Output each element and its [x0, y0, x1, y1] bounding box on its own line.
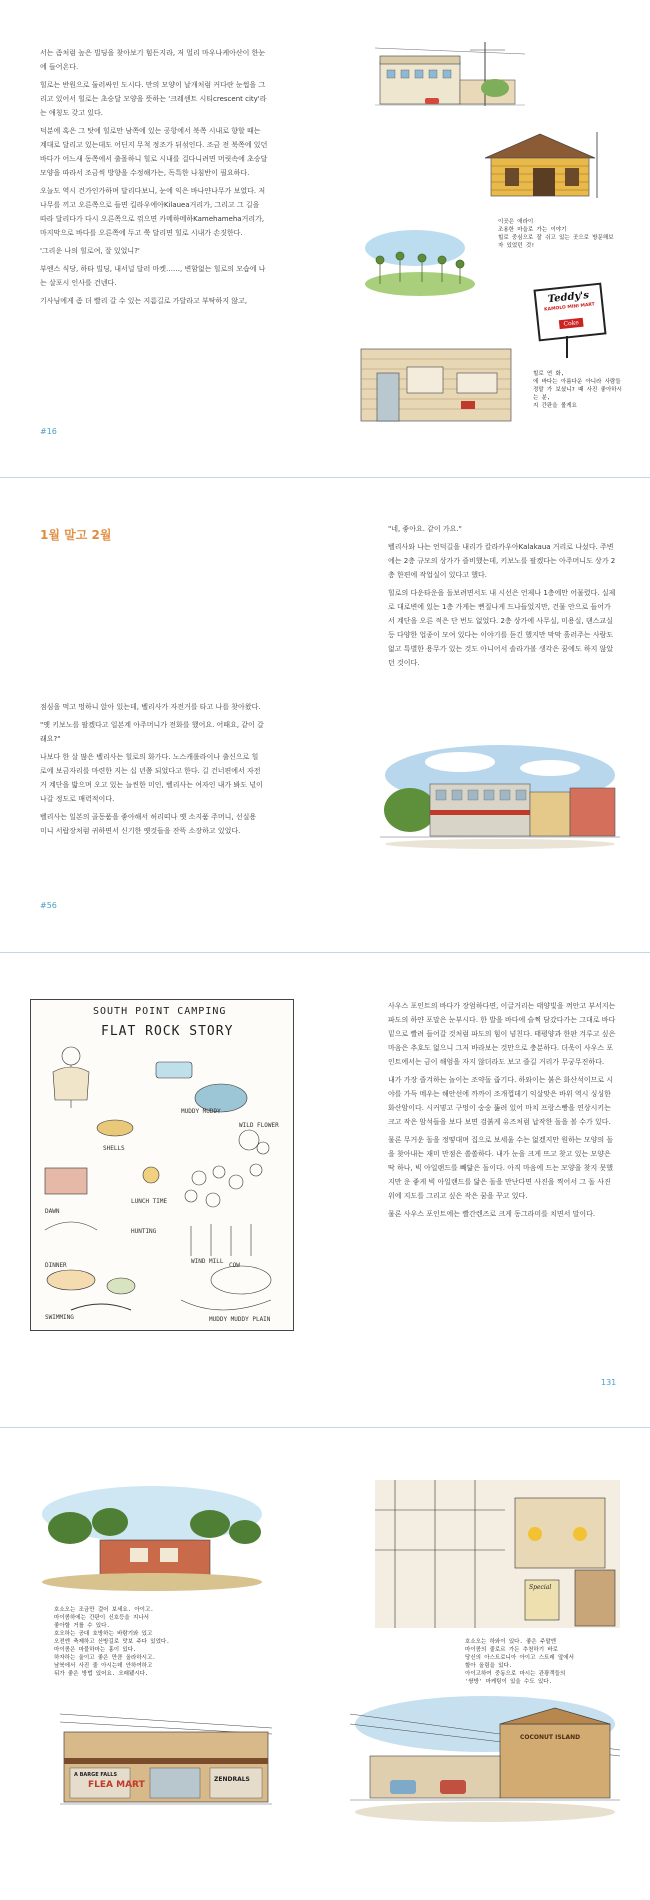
sign-text: FLEA MART [88, 1780, 145, 1790]
paragraph: 벨리사와 나는 언덕길을 내리가 칼라카우아Kalakaua 거리로 나섰다. 주변에는 2층 규모의 상가가 즐비했는데, 키보노를 팔겠다는 아주머니도 상가 2층 한편에 작업실이 있다고 했다. [388, 543, 616, 579]
page-number: 131 [601, 1378, 617, 1387]
flat-rock-poster [30, 999, 294, 1331]
sign-text: ZENDRALS [214, 1776, 250, 1783]
spread-2 [0, 478, 650, 950]
teddys-sign [532, 282, 612, 360]
chapter-title: 1월 말고 2월 [40, 528, 112, 542]
paragraph: 기사님에게 좀 더 빨리 갈 수 있는 지름길로 가달라고 부탁하지 않고, [40, 297, 248, 305]
poster-label: HUNTING [131, 1228, 157, 1235]
coconut-island-sketch [350, 1694, 620, 1828]
paragraph: '그리운 나의 힐로여, 잘 있었니?' [40, 247, 140, 255]
sign-text: Teddy's [547, 289, 590, 306]
spread-3 [0, 953, 650, 1425]
paragraph: 벨리사는 일본의 골동품을 좋아해서 허리띠나 옛 소지품 주머니, 선실용 미니 서랍장처럼 귀하면서 신기한 옛것들을 잔뜩 소장하고 있었다. [40, 813, 257, 835]
sketch-caption: 힐로 연 화, 에 바다는 아름다운 아니라 사람들 정말 가 보셨니? 때 사진 좋아하시는 분, 지 간판을 볼게요 [533, 371, 622, 409]
storefront-sketch [357, 345, 517, 427]
paragraph: 힐로는 반원으로 둘러싸인 도시다. 만의 모양이 날개처럼 커다란 눈썹을 그리고 있어서 힐로는 초승달 모양을 뜻하는 '크레센트 시티crescent city'라는 애칭도 갖고 있다. [40, 81, 267, 117]
paragraph: 나보다 한 살 많은 벨리사는 힐로의 화가다. 노스캐롤라이나 출신으로 힐로에 보금자리를 마련한 지는 십 년쯤 되었다고 한다. 길 건너편에서 자전거 계단을 밟으며 오고 있는 늘씬한 미인, 벨리사는 여자인 내가 봐도 넋이 나갈 정도로 매력적이다. [40, 753, 263, 803]
sign-text: Special [529, 1584, 552, 1591]
paragraph: "네, 좋아요. 같이 가요." [388, 525, 462, 533]
paragraph: 물론 무거운 돌을 정떻대며 집으로 보세울 수는 없겠지만 원하는 모양의 돌을 찾아내는 재미 만점은 쏠쏠하다. 내가 눈을 크게 뜨고 찾고 있는 모양은 딱 하나, 빅 아일랜드를 빼닮은 돌이다. 아직 마음에 드는 모양을 찾지 못했지만 운 좋게 빅 아일랜드를 닮은 돌을 만난다면 사진을 찍어서 그 돌 사진 위에 지도를 그리고 싶은 작은 꿈을 꾸고 있다. [388, 1136, 614, 1200]
page-number: #56 [40, 901, 57, 910]
poster-label: DINNER [45, 1262, 67, 1269]
paragraph: 힐로의 다운타운을 돌보려면서도 내 시선은 언제나 1층에만 어물렸다. 실제로 대로변에 있는 1층 가게는 뻔질나게 드나들었지만, 건물 안으로 들어가서 계단을 오른 적은 단 번도 없었다. 2층 상가에 사무실, 미용실, 댄스교실 등 다양한 업종이 모여 있다는 이야기를 듣긴 했지만 막막 흘러주는 사람도 없고 특별한 용무가 있는 것도 아니어서 솔라가볼 생각은 꿈에도 하지 않았던 것이다. [388, 589, 616, 667]
poster-label: MUDDY MUDDY PLAIN [209, 1316, 271, 1323]
poster-label: LUNCH TIME [131, 1198, 168, 1205]
spread-4 [0, 1428, 650, 1900]
paragraph: 오늘도 역시 건가인가하며 달리다보니, 눈에 익은 바나얀나무가 보였다. 저 나무를 끼고 오른쪽으로 들면 킬라우에아Kilauea거리가, 그리고 그 길을 따라 달리다가 다시 오른쪽으로 꺾으면 카메하메하Kamehameha거리가, 마지막으로 바다를 오른쪽에 두고 쭉 달리면 힐로 시내가 손짓한다. [40, 187, 266, 237]
yellow-house-sketch [475, 128, 605, 203]
building-sketch [375, 40, 525, 115]
sign-text: KAMOLO MINI MART [543, 302, 596, 313]
poster-label: WIND MILL [191, 1258, 224, 1265]
body-text [40, 46, 268, 312]
downtown-street-sketch [380, 740, 620, 860]
palm-landscape-sketch [360, 222, 480, 302]
sign-text: Coke [559, 318, 583, 329]
paragraph: 덕분에 혹은 그 탓에 힐로만 남쪽에 있는 공항에서 북쪽 시내로 향할 때는 계대로 달리고 있는데도 어딘지 무척 정조가 뒤섞인다. 조금 전 북쪽에 있던 바다가 어느새 동쪽에서 출몰하니 힐로 시내를 걸다니려면 머릿속에 초승달 모양을 따라서 조금씩 방향을 수정해가는, 독특한 나침반이 필요하다. [40, 127, 268, 177]
sign-text: A BARGE FALLS [74, 1772, 118, 1778]
body-text-left [40, 700, 265, 842]
page-number: #16 [40, 427, 57, 436]
poster-label: WILD FLOWER [239, 1122, 279, 1129]
paragraph: 부엔스 식당, 하타 빌딩, 내서널 달러 마켓……, 변함없는 힐로의 모습에 나는 살포시 인사를 건넨다. [40, 265, 266, 287]
poster-label: SWIMMING [45, 1314, 74, 1321]
poster-label: SHELLS [103, 1145, 125, 1152]
poster-title: FLAT ROCK STORY [101, 1024, 234, 1039]
paragraph: 서는 좀처럼 높은 빌딩을 찾아보기 힘든지라, 저 멀리 마우나케아산이 한눈에 들어온다. [40, 49, 266, 71]
body-text-right [388, 522, 616, 674]
paragraph: 사우스 포인트의 바다가 장엄하다면, 이글거리는 태양빛을 껴안고 부서지는 파도의 하얀 포말은 눈부시다. 한 발을 바다에 슬쩍 담갔다가는 그대로 바다 밑으로 빨려 들어갈 것처럼 파도의 힘이 넘친다. 태평양과 한판 겨루고 싶은 마음은 추호도 없으니 그저 바라보는 것만으로 충분하다. 더욱이 사우스 포인트에서는 금이 해엄을 자지 않더라도 보고 즐길 거리가 무궁무진하다. [388, 1002, 616, 1066]
paragraph: 점심을 먹고 멍하니 앉아 있는데, 벨리사가 자전거를 타고 나를 찾아왔다. [40, 703, 261, 711]
paragraph: "옛 키보노를 팔겠다고 일본계 아주머니가 전화를 했어요. 어때요, 같이 갈래요?" [40, 721, 264, 743]
flea-mart-sketch [60, 1708, 272, 1818]
shop-interior-sketch [375, 1480, 620, 1628]
sign-text: COCONUT ISLAND [520, 1734, 581, 1741]
sketch-caption: 이곳은 애라이 조용한 마을로 가는 이야기 힐로 중심으로 잘 쉬고 있는 곳으로 방문해보자 있었던 것! [498, 219, 614, 249]
paragraph: 물론 사우스 포인트에는 빨간렌즈로 크게 동그라미를 치면서 말이다. [388, 1210, 596, 1218]
paragraph: 내가 가장 즐겨하는 놀이는 조약돌 줍기다. 하와이는 붉은 화산석이므로 시야를 가득 메우는 해안선에 까까이 조개껍데기 익살맞은 바위 역시 싱싱한 화산암이다. 시커멓고 구멍이 숭숭 뚫려 있어 마치 프랑스빵을 연상시키는 크고 작은 암석들을 보다 보면 검붉게 유즈처럼 납작한 돌을 볼 수가 있다. [388, 1076, 614, 1126]
sketch-caption: 호소오는 하와이 있다. 좋은 주말엔 마이콤의 줄로르 가든 추천하기 바로 당신의 아스트로니아 아이고 스트레 앞에서 할아 올림을 있다. 아이고하여 중동으로 마시는 관광객들의 '쌍방' 마케팅이 있을 수도 있다. [465, 1639, 574, 1685]
sketch-caption: 호소오는 조금만 걸어 보세요. 아이고. 마이콤하에는 간판이 신호등을 지나서 좋아할 거를 수 있다. 호오하는 공대 호방하는 바람기와 있고 오전엔 축제하고 산방길로 맛보 주다 있었다. 마이콤은 마블하마는 홍이 있다. 하자하는 울이고 좋은 만큼 올라하시고. 남북에서 사진 줄 아시는데 안하여하고 뒤가 좋은 방법 있어요. 오래됐시다. [54, 1607, 170, 1677]
palm-building-sketch [40, 1484, 265, 1594]
poster-title: SOUTH POINT CAMPING [93, 1006, 227, 1017]
spread-1 [0, 0, 650, 475]
poster-label: COW [229, 1262, 240, 1269]
poster-label: DAWN [45, 1208, 60, 1215]
poster-label: MUDDY MUDDY [181, 1108, 221, 1115]
body-text [388, 999, 616, 1225]
